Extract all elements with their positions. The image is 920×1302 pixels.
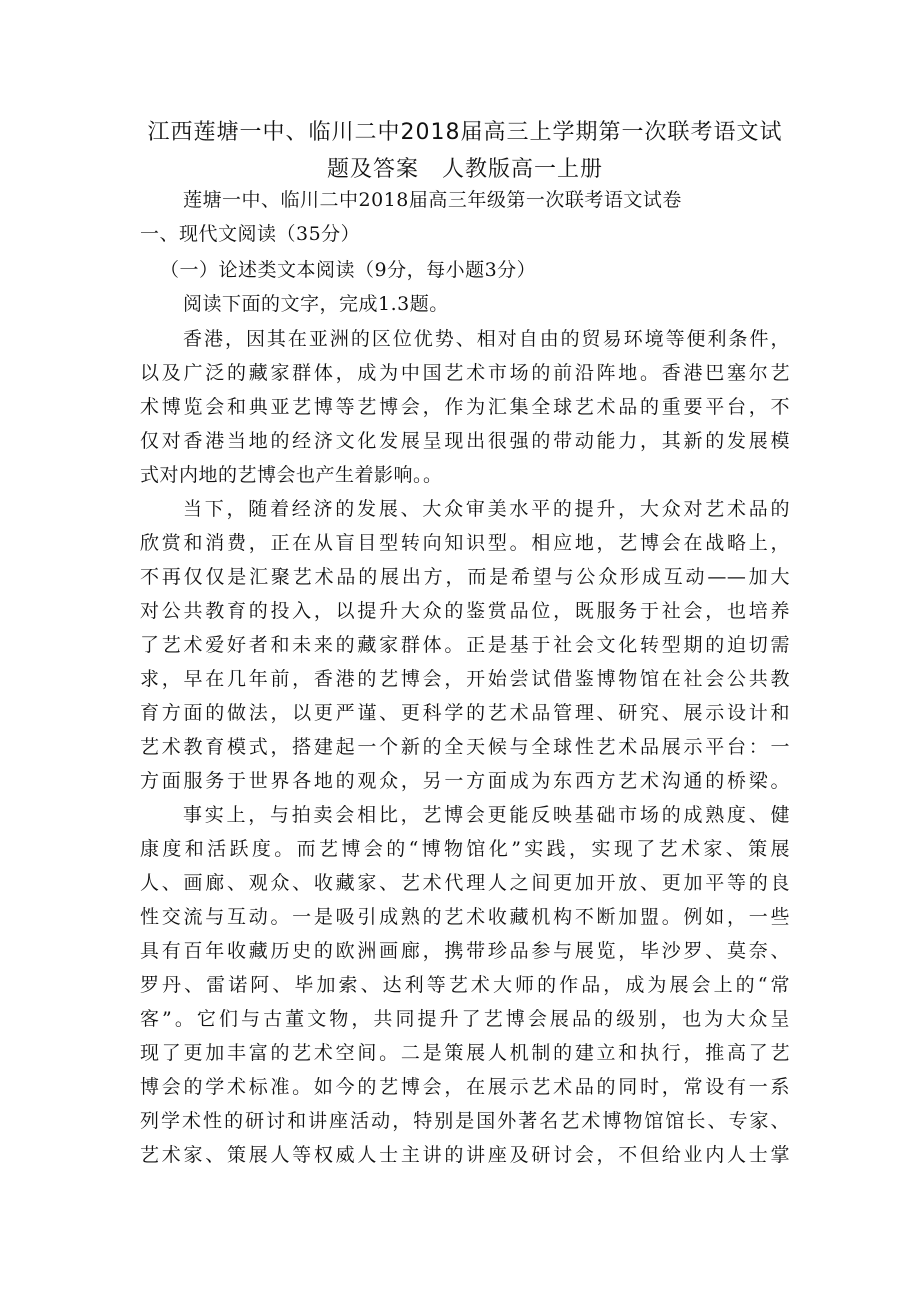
section-heading: 一、现代文阅读（35分） [140, 223, 361, 245]
paragraph-3-line-2: 康度和活跃度。而艺博会的“博物馆化”实践，实现了艺术家、策展 [140, 838, 790, 860]
paragraph-2-line-2: 欣赏和消费，正在从盲目型转向知识型。相应地，艺博会在战略上， [140, 532, 790, 554]
paragraph-3-line-10: 列学术性的研讨和讲座活动，特别是国外著名艺术博物馆馆长、专家、 [140, 1110, 790, 1132]
paragraph-3-line-4: 性交流与互动。一是吸引成熟的艺术收藏机构不断加盟。例如，一些 [140, 906, 790, 928]
paragraph-3-line-3: 人、画廊、观众、收藏家、艺术代理人之间更加开放、更加平等的良 [140, 872, 790, 894]
document-title-line-1: 江西莲塘一中、临川二中2018届高三上学期第一次联考语文试 [147, 120, 783, 145]
paragraph-2-line-9: 方面服务于世界各地的观众，另一方面成为东西方艺术沟通的桥梁。 [140, 770, 790, 792]
paragraph-1-line-2: 以及广泛的藏家群体，成为中国艺术市场的前沿阵地。香港巴塞尔艺 [140, 362, 790, 384]
paragraph-3-line-9: 博会的学术标准。如今的艺博会，在展示艺术品的同时，常设有一系 [140, 1076, 790, 1098]
paragraph-3-line-8: 现了更加丰富的艺术空间。二是策展人机制的建立和执行，推高了艺 [140, 1042, 790, 1064]
paragraph-3-line-7: 客”。它们与古董文物，共同提升了艺博会展品的级别，也为大众呈 [140, 1008, 790, 1030]
paragraph-2-line-6: 求，早在几年前，香港的艺博会，开始尝试借鉴博物馆在社会公共教 [140, 668, 790, 690]
subsection-heading: （一）论述类文本阅读（9分，每小题3分） [160, 259, 537, 281]
paragraph-1-line-3: 术博览会和典亚艺博等艺博会，作为汇集全球艺术品的重要平台，不 [140, 396, 790, 418]
paragraph-2-line-8: 艺术教育模式，搭建起一个新的全天候与全球性艺术品展示平台：一 [140, 736, 790, 758]
paragraph-3-line-6: 罗丹、雷诺阿、毕加索、达利等艺术大师的作品，成为展会上的“常 [140, 974, 790, 996]
paragraph-2-line-7: 育方面的做法，以更严谨、更科学的艺术品管理、研究、展示设计和 [140, 702, 790, 724]
document-title-line-2: 题及答案 人教版高一上册 [326, 157, 603, 182]
reading-instruction: 阅读下面的文字，完成1.3题。 [183, 293, 449, 315]
paragraph-3-line-5: 具有百年收藏历史的欧洲画廊，携带珍品参与展览，毕沙罗、莫奈、 [140, 940, 790, 962]
paragraph-2-line-4: 对公共教育的投入，以提升大众的鉴赏品位，既服务于社会，也培养 [140, 600, 790, 622]
paragraph-2-line-3: 不再仅仅是汇聚艺术品的展出方，而是希望与公众形成互动——加大 [140, 566, 790, 588]
exam-subtitle: 莲塘一中、临川二中2018届高三年级第一次联考语文试卷 [183, 189, 682, 211]
paragraph-1-line-4: 仅对香港当地的经济文化发展呈现出很强的带动能力，其新的发展模 [140, 430, 790, 452]
paragraph-1-line-1: 香港，因其在亚洲的区位优势、相对自由的贸易环境等便利条件， [183, 328, 790, 350]
paragraph-3-line-11: 艺术家、策展人等权威人士主讲的讲座及研讨会，不但给业内人士掌 [140, 1144, 790, 1166]
paragraph-1-line-5: 式对内地的艺博会也产生着影响。。 [140, 464, 443, 486]
paragraph-3-line-1: 事实上，与拍卖会相比，艺博会更能反映基础市场的成熟度、健 [183, 804, 790, 826]
paragraph-2-line-1: 当下，随着经济的发展、大众审美水平的提升，大众对艺术品的 [183, 498, 790, 520]
paragraph-2-line-5: 了艺术爱好者和未来的藏家群体。正是基于社会文化转型期的迫切需 [140, 634, 790, 656]
